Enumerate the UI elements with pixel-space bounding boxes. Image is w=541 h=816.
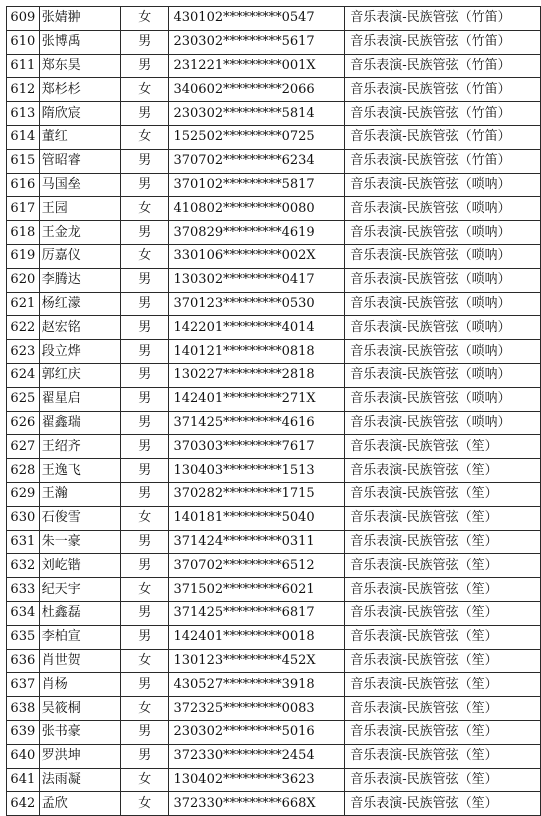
gender-cell: 男 xyxy=(120,411,169,435)
table-row xyxy=(7,173,541,197)
row-number-cell: 641 xyxy=(7,768,40,792)
major-cell: 音乐表演-民族管弦（唢呐） xyxy=(345,221,541,245)
gender-cell: 男 xyxy=(120,720,169,744)
row-number-cell: 623 xyxy=(7,340,40,364)
id-number-cell: 140121*********0818 xyxy=(169,340,345,364)
gender-cell: 男 xyxy=(120,387,169,411)
major-cell: 音乐表演-民族管弦（竹笛） xyxy=(345,78,541,102)
id-number-cell: 230302*********5016 xyxy=(169,720,345,744)
row-number-cell: 639 xyxy=(7,720,40,744)
major-cell: 音乐表演-民族管弦（笙） xyxy=(345,530,541,554)
id-number-cell: 142401*********0018 xyxy=(169,625,345,649)
table-row xyxy=(7,292,541,316)
row-number-cell: 611 xyxy=(7,54,40,78)
student-name-cell: 马国垒 xyxy=(39,173,120,197)
student-name-cell: 吴筱桐 xyxy=(39,697,120,721)
table-row xyxy=(7,102,541,126)
row-number-cell: 640 xyxy=(7,744,40,768)
row-number-cell: 631 xyxy=(7,530,40,554)
row-number-cell: 626 xyxy=(7,411,40,435)
major-cell: 音乐表演-民族管弦（竹笛） xyxy=(345,125,541,149)
gender-cell: 男 xyxy=(120,268,169,292)
major-cell: 音乐表演-民族管弦（笙） xyxy=(345,625,541,649)
major-cell: 音乐表演-民族管弦（唢呐） xyxy=(345,387,541,411)
id-number-cell: 130302*********0417 xyxy=(169,268,345,292)
major-cell: 音乐表演-民族管弦（笙） xyxy=(345,768,541,792)
gender-cell: 男 xyxy=(120,316,169,340)
row-number-cell: 619 xyxy=(7,244,40,268)
gender-cell: 男 xyxy=(120,340,169,364)
gender-cell: 女 xyxy=(120,768,169,792)
id-number-cell: 370123*********0530 xyxy=(169,292,345,316)
gender-cell: 男 xyxy=(120,530,169,554)
id-number-cell: 370102*********5817 xyxy=(169,173,345,197)
student-name-cell: 翟星启 xyxy=(39,387,120,411)
student-name-cell: 郑杉杉 xyxy=(39,78,120,102)
gender-cell: 女 xyxy=(120,125,169,149)
id-number-cell: 371502*********6021 xyxy=(169,578,345,602)
student-name-cell: 管昭睿 xyxy=(39,149,120,173)
major-cell: 音乐表演-民族管弦（竹笛） xyxy=(345,54,541,78)
student-name-cell: 翟鑫瑞 xyxy=(39,411,120,435)
row-number-cell: 612 xyxy=(7,78,40,102)
table-row xyxy=(7,768,541,792)
student-name-cell: 肖杨 xyxy=(39,673,120,697)
major-cell: 音乐表演-民族管弦（唢呐） xyxy=(345,244,541,268)
gender-cell: 男 xyxy=(120,221,169,245)
table-row xyxy=(7,530,541,554)
gender-cell: 女 xyxy=(120,78,169,102)
table-row xyxy=(7,149,541,173)
major-cell: 音乐表演-民族管弦（竹笛） xyxy=(345,149,541,173)
table-row xyxy=(7,363,541,387)
id-number-cell: 142401*********271X xyxy=(169,387,345,411)
row-number-cell: 638 xyxy=(7,697,40,721)
table-row xyxy=(7,649,541,673)
id-number-cell: 142201*********4014 xyxy=(169,316,345,340)
major-cell: 音乐表演-民族管弦（笙） xyxy=(345,649,541,673)
table-row xyxy=(7,30,541,54)
gender-cell: 男 xyxy=(120,601,169,625)
gender-cell: 女 xyxy=(120,649,169,673)
major-cell: 音乐表演-民族管弦（唢呐） xyxy=(345,316,541,340)
row-number-cell: 610 xyxy=(7,30,40,54)
table-row xyxy=(7,578,541,602)
student-name-cell: 王瀚 xyxy=(39,482,120,506)
student-name-cell: 郑东昊 xyxy=(39,54,120,78)
major-cell: 音乐表演-民族管弦（笙） xyxy=(345,792,541,816)
table-row xyxy=(7,506,541,530)
id-number-cell: 430527*********3918 xyxy=(169,673,345,697)
major-cell: 音乐表演-民族管弦（笙） xyxy=(345,601,541,625)
gender-cell: 女 xyxy=(120,697,169,721)
id-number-cell: 371425*********4616 xyxy=(169,411,345,435)
table-row xyxy=(7,54,541,78)
table-row xyxy=(7,125,541,149)
id-number-cell: 370702*********6234 xyxy=(169,149,345,173)
table-row xyxy=(7,601,541,625)
gender-cell: 女 xyxy=(120,506,169,530)
major-cell: 音乐表演-民族管弦（笙） xyxy=(345,482,541,506)
row-number-cell: 628 xyxy=(7,459,40,483)
student-name-cell: 厉嘉仪 xyxy=(39,244,120,268)
id-number-cell: 371425*********6817 xyxy=(169,601,345,625)
major-cell: 音乐表演-民族管弦（笙） xyxy=(345,744,541,768)
table-row xyxy=(7,673,541,697)
student-name-cell: 赵宏铭 xyxy=(39,316,120,340)
table-row xyxy=(7,197,541,221)
student-name-cell: 隋欣宸 xyxy=(39,102,120,126)
student-name-cell: 孟欣 xyxy=(39,792,120,816)
table-row xyxy=(7,78,541,102)
table-row xyxy=(7,697,541,721)
major-cell: 音乐表演-民族管弦（唢呐） xyxy=(345,173,541,197)
id-number-cell: 130227*********2818 xyxy=(169,363,345,387)
table-row xyxy=(7,435,541,459)
gender-cell: 男 xyxy=(120,102,169,126)
table-row xyxy=(7,625,541,649)
major-cell: 音乐表演-民族管弦（竹笛） xyxy=(345,102,541,126)
gender-cell: 男 xyxy=(120,625,169,649)
student-name-cell: 李柏宣 xyxy=(39,625,120,649)
id-number-cell: 130123*********452X xyxy=(169,649,345,673)
major-cell: 音乐表演-民族管弦（唢呐） xyxy=(345,340,541,364)
student-name-cell: 刘屹锴 xyxy=(39,554,120,578)
row-number-cell: 621 xyxy=(7,292,40,316)
row-number-cell: 617 xyxy=(7,197,40,221)
gender-cell: 女 xyxy=(120,244,169,268)
table-row xyxy=(7,744,541,768)
gender-cell: 男 xyxy=(120,149,169,173)
gender-cell: 女 xyxy=(120,792,169,816)
id-number-cell: 370702*********6512 xyxy=(169,554,345,578)
row-number-cell: 625 xyxy=(7,387,40,411)
row-number-cell: 634 xyxy=(7,601,40,625)
id-number-cell: 330106*********002X xyxy=(169,244,345,268)
id-number-cell: 140181*********5040 xyxy=(169,506,345,530)
row-number-cell: 614 xyxy=(7,125,40,149)
major-cell: 音乐表演-民族管弦（笙） xyxy=(345,578,541,602)
table-row xyxy=(7,720,541,744)
student-name-cell: 石俊雪 xyxy=(39,506,120,530)
gender-cell: 男 xyxy=(120,54,169,78)
student-name-cell: 王绍齐 xyxy=(39,435,120,459)
gender-cell: 男 xyxy=(120,173,169,197)
table-row xyxy=(7,340,541,364)
id-number-cell: 410802*********0080 xyxy=(169,197,345,221)
table-row xyxy=(7,7,541,31)
major-cell: 音乐表演-民族管弦（笙） xyxy=(345,720,541,744)
major-cell: 音乐表演-民族管弦（笙） xyxy=(345,435,541,459)
id-number-cell: 152502*********0725 xyxy=(169,125,345,149)
id-number-cell: 370829*********4619 xyxy=(169,221,345,245)
major-cell: 音乐表演-民族管弦（竹笛） xyxy=(345,7,541,31)
gender-cell: 男 xyxy=(120,673,169,697)
id-number-cell: 370303*********7617 xyxy=(169,435,345,459)
student-name-cell: 张博禹 xyxy=(39,30,120,54)
student-name-cell: 张婧翀 xyxy=(39,7,120,31)
major-cell: 音乐表演-民族管弦（唢呐） xyxy=(345,197,541,221)
id-number-cell: 130402*********3623 xyxy=(169,768,345,792)
major-cell: 音乐表演-民族管弦（笙） xyxy=(345,506,541,530)
id-number-cell: 430102*********0547 xyxy=(169,7,345,31)
table-row xyxy=(7,482,541,506)
student-name-cell: 王园 xyxy=(39,197,120,221)
row-number-cell: 609 xyxy=(7,7,40,31)
gender-cell: 男 xyxy=(120,459,169,483)
id-number-cell: 372330*********668X xyxy=(169,792,345,816)
roster-body xyxy=(7,7,541,816)
id-number-cell: 340602*********2066 xyxy=(169,78,345,102)
major-cell: 音乐表演-民族管弦（笙） xyxy=(345,673,541,697)
row-number-cell: 637 xyxy=(7,673,40,697)
student-name-cell: 罗洪坤 xyxy=(39,744,120,768)
row-number-cell: 616 xyxy=(7,173,40,197)
student-name-cell: 张书豪 xyxy=(39,720,120,744)
table-row xyxy=(7,268,541,292)
row-number-cell: 618 xyxy=(7,221,40,245)
row-number-cell: 627 xyxy=(7,435,40,459)
id-number-cell: 372325*********0083 xyxy=(169,697,345,721)
id-number-cell: 230302*********5814 xyxy=(169,102,345,126)
student-name-cell: 王逸飞 xyxy=(39,459,120,483)
student-name-cell: 肖世贺 xyxy=(39,649,120,673)
gender-cell: 男 xyxy=(120,30,169,54)
id-number-cell: 231221*********001X xyxy=(169,54,345,78)
gender-cell: 男 xyxy=(120,363,169,387)
row-number-cell: 622 xyxy=(7,316,40,340)
gender-cell: 男 xyxy=(120,292,169,316)
row-number-cell: 633 xyxy=(7,578,40,602)
student-name-cell: 郭红庆 xyxy=(39,363,120,387)
major-cell: 音乐表演-民族管弦（唢呐） xyxy=(345,411,541,435)
row-number-cell: 636 xyxy=(7,649,40,673)
id-number-cell: 130403*********1513 xyxy=(169,459,345,483)
row-number-cell: 635 xyxy=(7,625,40,649)
major-cell: 音乐表演-民族管弦（唢呐） xyxy=(345,292,541,316)
gender-cell: 女 xyxy=(120,197,169,221)
id-number-cell: 371424*********0311 xyxy=(169,530,345,554)
major-cell: 音乐表演-民族管弦（竹笛） xyxy=(345,30,541,54)
gender-cell: 女 xyxy=(120,578,169,602)
student-name-cell: 杜鑫磊 xyxy=(39,601,120,625)
gender-cell: 男 xyxy=(120,554,169,578)
table-row xyxy=(7,316,541,340)
major-cell: 音乐表演-民族管弦（笙） xyxy=(345,697,541,721)
gender-cell: 男 xyxy=(120,482,169,506)
gender-cell: 男 xyxy=(120,744,169,768)
major-cell: 音乐表演-民族管弦（笙） xyxy=(345,554,541,578)
row-number-cell: 615 xyxy=(7,149,40,173)
gender-cell: 女 xyxy=(120,7,169,31)
student-name-cell: 朱一豪 xyxy=(39,530,120,554)
row-number-cell: 632 xyxy=(7,554,40,578)
table-row xyxy=(7,221,541,245)
id-number-cell: 372330*********2454 xyxy=(169,744,345,768)
row-number-cell: 629 xyxy=(7,482,40,506)
roster-table xyxy=(6,6,541,816)
row-number-cell: 620 xyxy=(7,268,40,292)
student-name-cell: 段立烨 xyxy=(39,340,120,364)
id-number-cell: 370282*********1715 xyxy=(169,482,345,506)
student-name-cell: 杨红濛 xyxy=(39,292,120,316)
table-row xyxy=(7,554,541,578)
table-row xyxy=(7,792,541,816)
student-name-cell: 李腾达 xyxy=(39,268,120,292)
row-number-cell: 630 xyxy=(7,506,40,530)
student-name-cell: 王金龙 xyxy=(39,221,120,245)
row-number-cell: 613 xyxy=(7,102,40,126)
id-number-cell: 230302*********5617 xyxy=(169,30,345,54)
student-name-cell: 董红 xyxy=(39,125,120,149)
table-row xyxy=(7,459,541,483)
major-cell: 音乐表演-民族管弦（唢呐） xyxy=(345,363,541,387)
table-row xyxy=(7,244,541,268)
student-name-cell: 法雨凝 xyxy=(39,768,120,792)
major-cell: 音乐表演-民族管弦（笙） xyxy=(345,459,541,483)
table-row xyxy=(7,411,541,435)
student-name-cell: 纪天宇 xyxy=(39,578,120,602)
row-number-cell: 642 xyxy=(7,792,40,816)
gender-cell: 男 xyxy=(120,435,169,459)
row-number-cell: 624 xyxy=(7,363,40,387)
major-cell: 音乐表演-民族管弦（唢呐） xyxy=(345,268,541,292)
table-row xyxy=(7,387,541,411)
